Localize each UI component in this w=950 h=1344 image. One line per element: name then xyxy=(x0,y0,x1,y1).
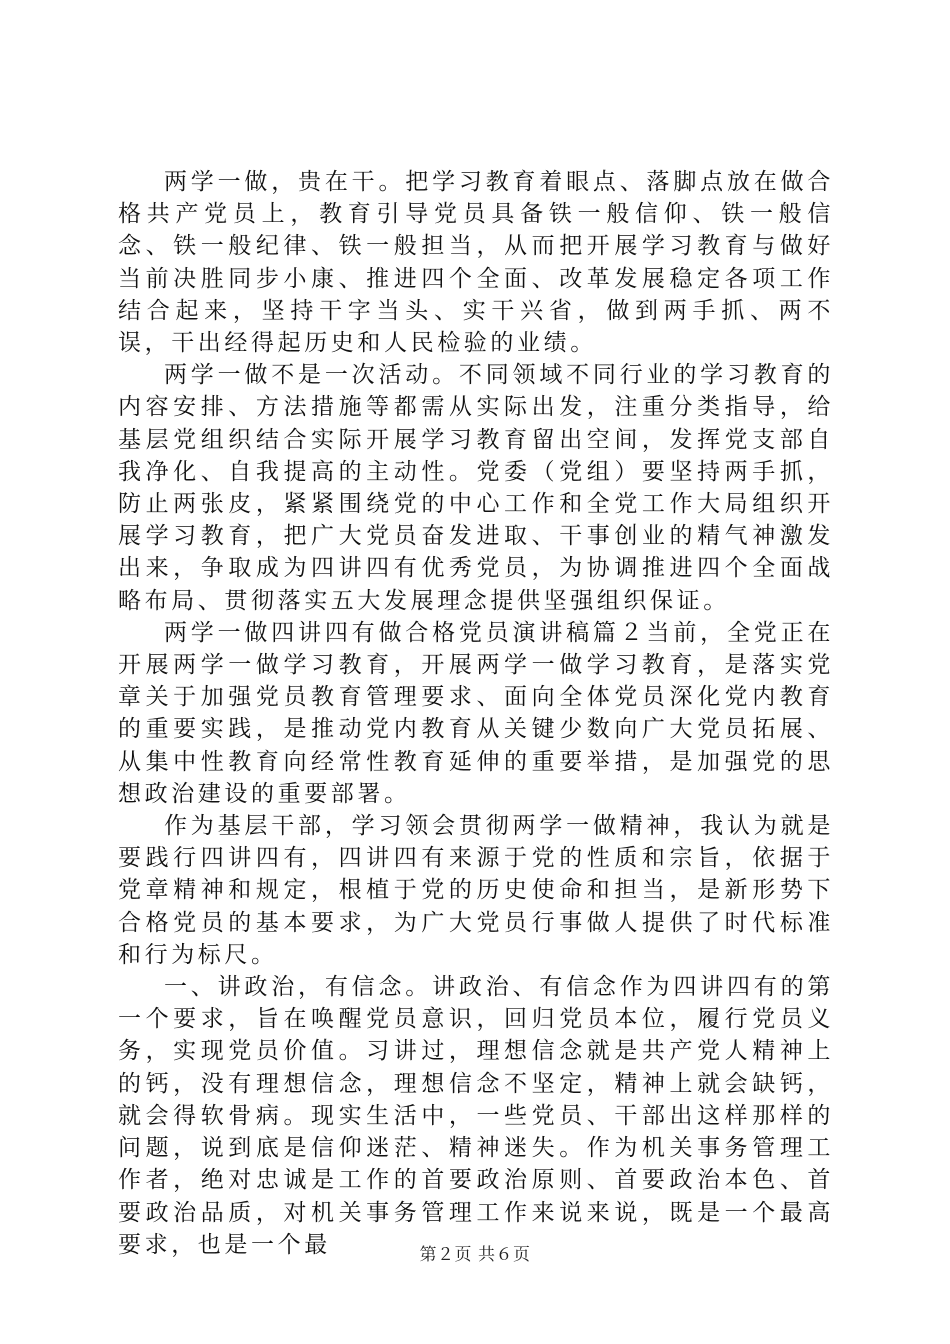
paragraph-2: 两学一做不是一次活动。不同领域不同行业的学习教育的内容安排、方法措施等都需从实际出发，注重分类指导，给基层党组织结合实际开展学习教育留出空间，发挥党支部自我净化、自我提高的主动性。党委（党组）要坚持两手抓，防止两张皮，紧紧围绕党的中心工作和全党工作大局组织开展学习教育，把广大党员奋发进取、干事创业的精气神激发出来，争取成为四讲四有优秀党员，为协调推进四个全面战略布局、贯彻落实五大发展理念提供坚强组织保证。 xyxy=(118,362,834,614)
paragraph-1: 两学一做，贵在干。把学习教育着眼点、落脚点放在做合格共产党员上，教育引导党员具备铁一般信仰、铁一般信念、铁一般纪律、铁一般担当，从而把开展学习教育与做好当前决胜同步小康、推进四个全面、改革发展稳定各项工作结合起来，坚持干字当头、实干兴省，做到两手抓、两不误，干出经得起历史和人民检验的业绩。 xyxy=(118,169,834,357)
paragraph-3: 两学一做四讲四有做合格党员演讲稿篇２当前，全党正在开展两学一做学习教育，开展两学一做学习教育，是落实党章关于加强党员教育管理要求、面向全体党员深化党内教育的重要实践，是推动党内教育从关键少数向广大党员拓展、从集中性教育向经常性教育延伸的重要举措，是加强党的思想政治建设的重要部署。 xyxy=(118,619,834,807)
document-body xyxy=(118,166,834,1261)
page-number-footer: 第２页 共６页 xyxy=(419,1245,531,1265)
paragraph-4: 作为基层干部，学习领会贯彻两学一做精神，我认为就是要践行四讲四有，四讲四有来源于党的性质和宗旨，依据于党章精神和规定，根植于党的历史使命和担当，是新形势下合格党员的基本要求，为广大党员行事做人提供了时代标准和行为标尺。 xyxy=(118,813,834,968)
paragraph-5: 一、讲政治，有信念。讲政治、有信念作为四讲四有的第一个要求，旨在唤醒党员意识，回归党员本位，履行党员义务，实现党员价值。习讲过，理想信念就是共产党人精神上的钙，没有理想信念，理想信念不坚定，精神上就会缺钙，就会得软骨病。现实生活中，一些党员、干部出这样那样的问题，说到底是信仰迷茫、精神迷失。作为机关事务管理工作者，绝对忠诚是工作的首要政治原则、首要政治本色、首要政治品质，对机关事务管理工作来说来说，既是一个最高要求，也是一个最 xyxy=(118,974,834,1258)
